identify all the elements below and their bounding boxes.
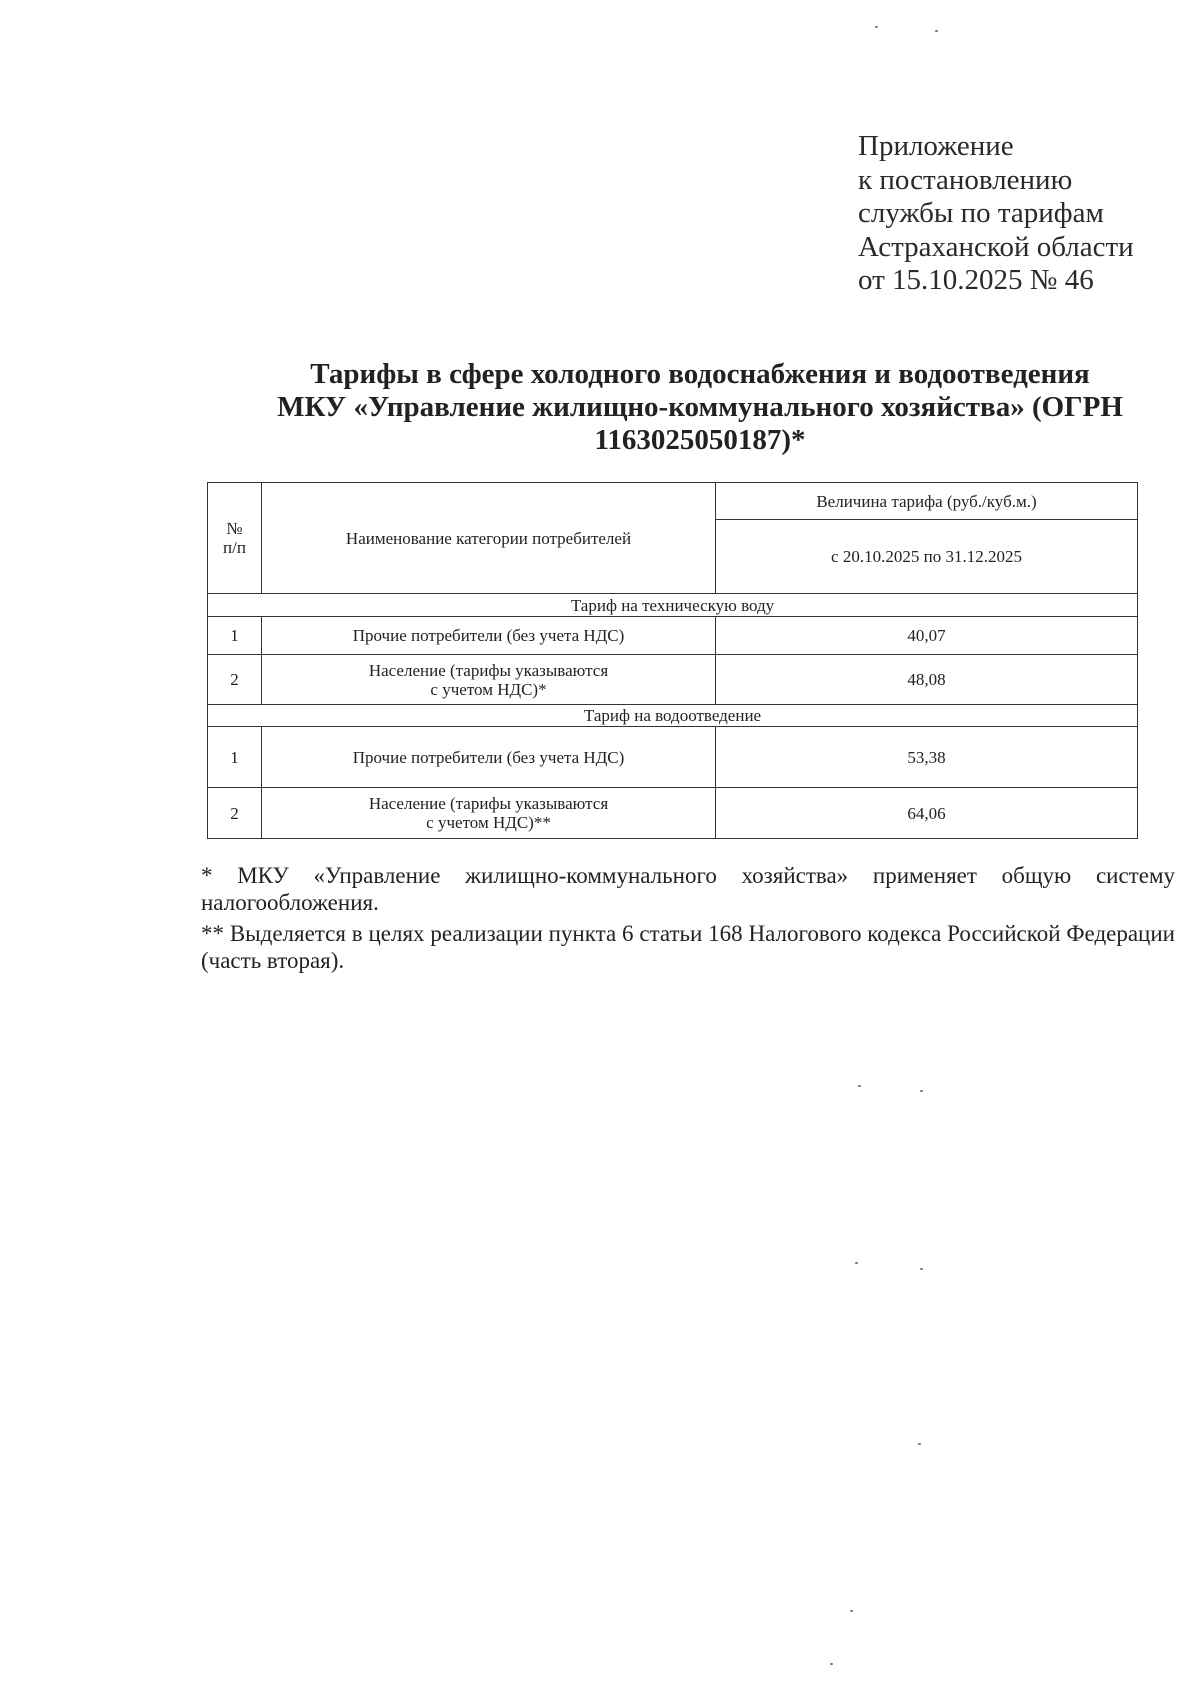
section-title: Тариф на водоотведение — [208, 705, 1138, 727]
row-category: Прочие потребители (без учета НДС) — [262, 727, 716, 788]
row-number: 2 — [208, 788, 262, 839]
scan-speck — [850, 1610, 853, 1612]
category-line: с учетом НДС)** — [426, 813, 551, 832]
row-number: 1 — [208, 617, 262, 655]
footnotes — [201, 862, 1175, 978]
document-title — [250, 358, 1150, 457]
scan-speck — [935, 30, 938, 32]
footnote: * МКУ «Управление жилищно-коммунального хозяйства» применяет общую систему налогообложения. — [201, 863, 1175, 915]
scan-speck — [858, 1085, 861, 1087]
header-number: № п/п — [208, 483, 262, 594]
table-row — [208, 788, 1138, 839]
scan-speck — [920, 1090, 923, 1092]
title-line: 1163025050187)* — [594, 424, 806, 456]
scan-speck — [918, 1443, 921, 1445]
row-number: 2 — [208, 655, 262, 705]
row-category — [262, 655, 716, 705]
scan-speck — [830, 1663, 833, 1665]
appendix-line: от 15.10.2025 № 46 — [858, 264, 1094, 296]
scan-speck — [855, 1262, 858, 1264]
header-period: с 20.10.2025 по 31.12.2025 — [716, 520, 1138, 594]
tariff-table — [207, 482, 1138, 839]
section-row — [208, 594, 1138, 617]
table-row — [208, 655, 1138, 705]
table-header-row — [208, 483, 1138, 520]
category-line: с учетом НДС)* — [430, 679, 547, 699]
category-line: Население (тарифы указываются — [368, 794, 609, 813]
appendix-line: Приложение — [858, 130, 1014, 162]
footnote: ** Выделяется в целях реализации пункта 6 статьи 168 Налогового кодекса Российской Федерации (часть вторая). — [201, 921, 1175, 973]
scan-speck — [920, 1268, 923, 1270]
row-value: 64,06 — [716, 788, 1138, 839]
scan-speck — [875, 26, 878, 28]
table-row — [208, 617, 1138, 655]
appendix-line: службы по тарифам — [858, 197, 1104, 229]
section-title: Тариф на техническую воду — [208, 594, 1138, 617]
section-row — [208, 705, 1138, 727]
appendix-line: Астраханской области — [858, 230, 1134, 263]
appendix-line: к постановлению — [858, 163, 1073, 196]
row-category — [262, 788, 716, 839]
title-line: МКУ «Управление жилищно-коммунального хозяйства» (ОГРН — [277, 391, 1123, 423]
appendix-block — [858, 130, 1134, 298]
row-value: 40,07 — [716, 617, 1138, 655]
header-tariff: Величина тарифа (руб./куб.м.) — [716, 483, 1138, 520]
row-category: Прочие потребители (без учета НДС) — [262, 617, 716, 655]
category-line: Население (тарифы указываются — [368, 660, 609, 680]
row-value: 53,38 — [716, 727, 1138, 788]
title-line: Тарифы в сфере холодного водоснабжения и водоотведения — [310, 358, 1090, 390]
row-value: 48,08 — [716, 655, 1138, 705]
header-category: Наименование категории потребителей — [262, 483, 716, 594]
row-number: 1 — [208, 727, 262, 788]
table-row — [208, 727, 1138, 788]
